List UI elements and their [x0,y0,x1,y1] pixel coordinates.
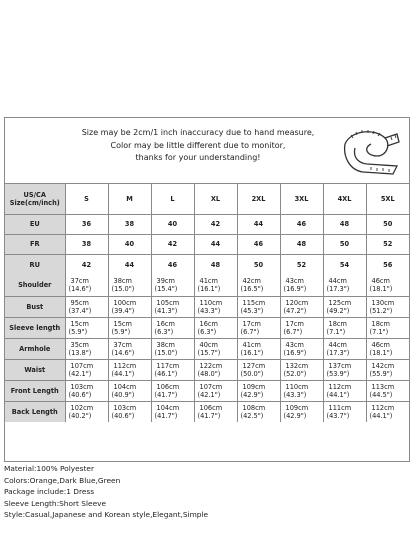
inch-value: (55.9") [369,369,393,378]
front-length-cell [366,380,409,401]
inch-value: (52.0") [283,369,307,378]
front-length-cell [65,380,108,401]
inch-value: (42.1") [68,369,92,378]
waist-cell [65,359,108,380]
cm-value: 18cm [371,319,390,328]
inch-value: (41.7") [197,411,221,420]
armhole-cell [65,338,108,359]
size-chart [4,117,410,462]
sleeve-length-cell [323,317,366,338]
eu-row [5,214,409,234]
shoulder-cell [151,275,194,296]
cm-value: 110cm [199,298,223,307]
detail-colors: Colors:Orange,Dark Blue,Green [4,475,121,485]
bust-cell [280,296,323,317]
cm-value: 103cm [70,382,94,391]
ru-label: RU [5,254,65,275]
ru-value: 44 [108,254,151,275]
armhole-cell [237,338,280,359]
waist-label: Waist [5,359,65,380]
back-length-row [5,401,409,422]
cm-value: 37cm [113,340,132,349]
sleeve-length-cell [194,317,237,338]
inch-value: (7.1") [369,327,389,336]
size-header-label: US/CA Size(cm/inch) [5,184,65,214]
armhole-label: Armhole [5,338,65,359]
eu-value: 50 [366,214,409,234]
cm-value: 15cm [70,319,89,328]
ru-value: 46 [151,254,194,275]
detail-material: Material:100% Polyester [4,464,95,473]
sleeve-length-cell [366,317,409,338]
inch-value: (46.1") [154,369,178,378]
inch-value: (16.1") [197,285,221,294]
size-3xl: 3XL [280,184,323,214]
inch-value: (42.9") [283,411,307,420]
sleeve-length-cell [237,317,280,338]
inch-value: (16.9") [283,348,307,357]
back-length-cell [237,401,280,422]
shoulder-cell [108,275,151,296]
armhole-cell [280,338,323,359]
inch-value: (7.1") [326,327,346,336]
front-length-cell [194,380,237,401]
cm-value: 43cm [285,340,304,349]
cm-value: 105cm [156,298,180,307]
inch-value: (48.0") [197,369,221,378]
cm-value: 113cm [371,382,395,391]
front-length-label: Front Length [5,380,65,401]
size-s: S [65,184,108,214]
cm-value: 17cm [242,319,261,328]
eu-label: EU [5,214,65,234]
cm-value: 44cm [328,340,347,349]
waist-cell [280,359,323,380]
back-length-cell [366,401,409,422]
fr-label: FR [5,234,65,254]
back-length-cell [151,401,194,422]
armhole-cell [323,338,366,359]
inch-value: (44.1") [111,369,135,378]
waist-cell [237,359,280,380]
cm-value: 38cm [156,340,175,349]
cm-value: 109cm [285,403,309,412]
ru-value: 56 [366,254,409,275]
detail-style: Style:Casual,Japanese and Korean style,Elegant,Simple [4,510,209,519]
inch-value: (39.4") [111,306,135,315]
bust-cell [237,296,280,317]
fr-value: 46 [237,234,280,254]
shoulder-cell [280,275,323,296]
shoulder-cell [323,275,366,296]
inch-value: (43.3") [283,390,307,399]
waist-cell [323,359,366,380]
armhole-cell [366,338,409,359]
size-2xl: 2XL [237,184,280,214]
back-length-label: Back Length [5,401,65,422]
cm-value: 37cm [70,277,89,286]
notice-line: Size may be 2cm/1 inch inaccuracy due to hand measure, [81,128,315,137]
inch-value: (49.2") [326,306,350,315]
cm-value: 109cm [242,382,266,391]
back-length-cell [65,401,108,422]
cm-value: 122cm [199,361,223,370]
waist-cell [366,359,409,380]
cm-value: 104cm [113,382,137,391]
waist-cell [151,359,194,380]
ru-value: 50 [237,254,280,275]
cm-value: 38cm [113,277,132,286]
cm-value: 137cm [328,361,352,370]
cm-value: 132cm [285,361,309,370]
fr-value: 44 [194,234,237,254]
inch-value: (53.9") [326,369,350,378]
inch-value: (6.3") [154,327,174,336]
inch-value: (15.0") [111,285,135,294]
product-details [4,463,208,521]
inch-value: (37.4") [68,306,92,315]
front-length-cell [108,380,151,401]
bust-cell [366,296,409,317]
cm-value: 16cm [199,319,218,328]
back-length-cell [323,401,366,422]
armhole-cell [151,338,194,359]
eu-value: 38 [108,214,151,234]
cm-value: 107cm [199,382,223,391]
inch-value: (40.9") [111,390,135,399]
inch-value: (6.7") [240,327,260,336]
size-l: L [151,184,194,214]
sleeve-length-row [5,317,409,338]
inch-value: (15.0") [154,348,178,357]
waist-cell [108,359,151,380]
inch-value: (6.3") [197,327,217,336]
detail-sleeve-length: Sleeve Length:Short Sleeve [4,498,107,508]
cm-value: 40cm [199,340,218,349]
fr-value: 48 [280,234,323,254]
sleeve-length-label: Sleeve length [5,317,65,338]
cm-value: 142cm [371,361,395,370]
inch-value: (43.3") [197,306,221,315]
inch-value: (43.7") [326,411,350,420]
notice-text [33,127,363,165]
cm-value: 46cm [371,340,390,349]
size-m: M [108,184,151,214]
size-xl: XL [194,184,237,214]
inch-value: (17.3") [326,348,350,357]
fr-value: 38 [65,234,108,254]
armhole-cell [108,338,151,359]
cm-value: 110cm [285,382,309,391]
inch-value: (18.1") [369,348,393,357]
front-length-cell [323,380,366,401]
inch-value: (40.6") [68,390,92,399]
front-length-cell [237,380,280,401]
cm-value: 100cm [113,298,137,307]
inch-value: (14.6") [68,285,92,294]
notice-line: thanks for your understanding! [135,153,261,163]
cm-value: 106cm [199,403,223,412]
cm-value: 15cm [113,319,132,328]
front-length-row [5,380,409,401]
bust-label: Bust [5,296,65,317]
armhole-row [5,338,409,359]
cm-value: 117cm [156,361,180,370]
fr-value: 52 [366,234,409,254]
cm-value: 125cm [328,298,352,307]
size-header-row [5,184,409,214]
bust-cell [323,296,366,317]
inch-value: (44.1") [369,411,393,420]
ru-value: 54 [323,254,366,275]
cm-value: 95cm [70,298,89,307]
inch-value: (42.9") [240,390,264,399]
inch-value: (44.1") [326,390,350,399]
bust-row [5,296,409,317]
waist-cell [194,359,237,380]
waist-row [5,359,409,380]
inch-value: (15.7") [197,348,221,357]
back-length-cell [280,401,323,422]
inch-value: (5.9") [68,327,88,336]
cm-value: 108cm [242,403,266,412]
eu-value: 46 [280,214,323,234]
fr-value: 40 [108,234,151,254]
cm-value: 102cm [70,403,94,412]
bust-cell [108,296,151,317]
cm-value: 107cm [70,361,94,370]
inch-value: (42.1") [197,390,221,399]
inch-value: (41.3") [154,306,178,315]
cm-value: 44cm [328,277,347,286]
cm-value: 41cm [199,277,218,286]
cm-value: 39cm [156,277,175,286]
shoulder-cell [194,275,237,296]
cm-value: 112cm [113,361,137,370]
inch-value: (16.5") [240,285,264,294]
bust-cell [194,296,237,317]
cm-value: 106cm [156,382,180,391]
cm-value: 127cm [242,361,266,370]
eu-value: 44 [237,214,280,234]
size-table [5,184,409,422]
cm-value: 130cm [371,298,395,307]
cm-value: 112cm [371,403,395,412]
shoulder-cell [237,275,280,296]
bust-cell [151,296,194,317]
inch-value: (16.1") [240,348,264,357]
shoulder-cell [366,275,409,296]
cm-value: 16cm [156,319,175,328]
cm-value: 18cm [328,319,347,328]
inch-value: (40.2") [68,411,92,420]
measuring-tape-icon [341,122,401,178]
sleeve-length-cell [280,317,323,338]
inch-value: (41.7") [154,411,178,420]
size-4xl: 4XL [323,184,366,214]
cm-value: 42cm [242,277,261,286]
cm-value: 104cm [156,403,180,412]
fr-value: 42 [151,234,194,254]
inch-value: (17.3") [326,285,350,294]
shoulder-row [5,275,409,296]
notice-line: Color may be little different due to monitor, [110,140,286,150]
back-length-cell [194,401,237,422]
cm-value: 41cm [242,340,261,349]
front-length-cell [151,380,194,401]
inch-value: (51.2") [369,306,393,315]
inch-value: (14.6") [111,348,135,357]
inch-value: (18.1") [369,285,393,294]
cm-value: 111cm [328,403,352,412]
eu-value: 48 [323,214,366,234]
inch-value: (50.0") [240,369,264,378]
cm-value: 35cm [70,340,89,349]
inch-value: (45.3") [240,306,264,315]
inch-value: (13.8") [68,348,92,357]
inch-value: (42.5") [240,411,264,420]
sleeve-length-cell [108,317,151,338]
inch-value: (16.9") [283,285,307,294]
inch-value: (6.7") [283,327,303,336]
cm-value: 115cm [242,298,266,307]
sleeve-length-cell [151,317,194,338]
inch-value: (47.2") [283,306,307,315]
inch-value: (41.7") [154,390,178,399]
inch-value: (40.6") [111,411,135,420]
shoulder-cell [65,275,108,296]
sleeve-length-cell [65,317,108,338]
bust-cell [65,296,108,317]
eu-value: 36 [65,214,108,234]
fr-row [5,234,409,254]
shoulder-label: Shoulder [5,275,65,296]
size-5xl: 5XL [366,184,409,214]
cm-value: 112cm [328,382,352,391]
back-length-cell [108,401,151,422]
cm-value: 17cm [285,319,304,328]
cm-value: 120cm [285,298,309,307]
ru-row [5,254,409,275]
inch-value: (15.4") [154,285,178,294]
eu-value: 40 [151,214,194,234]
fr-value: 50 [323,234,366,254]
measurement-notice [5,118,409,184]
cm-value: 43cm [285,277,304,286]
detail-package: Package include:1 Dress [4,487,95,496]
cm-value: 46cm [371,277,390,286]
armhole-cell [194,338,237,359]
cm-value: 103cm [113,403,137,412]
inch-value: (5.9") [111,327,131,336]
front-length-cell [280,380,323,401]
ru-value: 48 [194,254,237,275]
ru-value: 42 [65,254,108,275]
eu-value: 42 [194,214,237,234]
ru-value: 52 [280,254,323,275]
inch-value: (44.5") [369,390,393,399]
